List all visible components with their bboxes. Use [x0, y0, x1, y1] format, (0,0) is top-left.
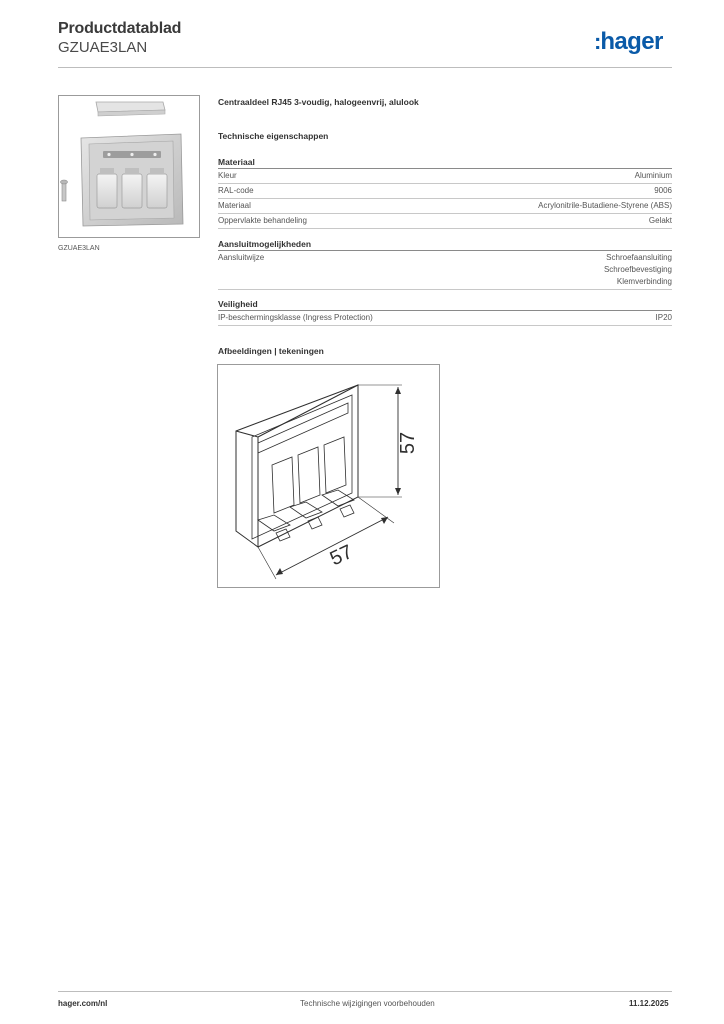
product-photo [59, 96, 199, 237]
product-description: Centraaldeel RJ45 3-voudig, halogeenvrij, alulook [218, 97, 419, 107]
row-value-list [604, 252, 672, 288]
row-label: IP-beschermingsklasse (Ingress Protection) [218, 313, 373, 322]
row-label: Materiaal [218, 201, 251, 210]
section-title: Materiaal [218, 156, 672, 169]
width-dimension-label: 57 [326, 540, 357, 571]
logo-text: hager [600, 28, 663, 55]
row-label: Kleur [218, 171, 237, 180]
header-divider [58, 67, 672, 68]
drawings-heading: Afbeeldingen | tekeningen [218, 346, 324, 356]
row-label: Oppervlakte behandeling [218, 216, 307, 225]
row-value: Klemverbinding [616, 277, 672, 286]
height-dimension-label: 57 [397, 431, 419, 455]
row-value: Schroefaansluiting [606, 253, 672, 262]
section-veiligheid [218, 298, 672, 326]
table-row [218, 199, 672, 214]
row-value: Gelakt [648, 216, 672, 225]
logo-mark: : [594, 29, 601, 54]
row-value: IP20 [655, 313, 672, 322]
table-row [218, 184, 672, 199]
table-row [218, 214, 672, 229]
section-title: Aansluitmogelijkheden [218, 238, 672, 251]
table-row [218, 169, 672, 184]
footer-disclaimer: Technische wijzigingen voorbehouden [300, 999, 435, 1008]
row-value: Aluminium [634, 171, 672, 180]
section-aansluitmogelijkheden [218, 238, 672, 290]
row-value: Acrylonitrile-Butadiene-Styrene (ABS) [538, 201, 672, 210]
table-row [218, 311, 672, 326]
section-materiaal [218, 156, 672, 229]
technical-properties-heading: Technische eigenschappen [218, 131, 329, 141]
row-value: Schroefbevestiging [603, 265, 672, 274]
footer-date: 11.12.2025 [629, 999, 669, 1008]
hager-logo [594, 30, 663, 54]
product-image-frame [58, 95, 200, 238]
row-label: RAL-code [218, 186, 254, 195]
footer-website-link[interactable]: hager.com/nl [58, 999, 108, 1008]
technical-drawing-frame [217, 364, 440, 588]
row-label: Aansluitwijze [218, 253, 265, 262]
section-title: Veiligheid [218, 298, 672, 311]
product-code-heading: GZUAE3LAN [58, 39, 148, 56]
product-image-caption: GZUAE3LAN [58, 245, 100, 252]
footer-divider [58, 991, 672, 992]
technical-drawing [218, 365, 439, 587]
document-title: Productdatablad [58, 20, 182, 37]
row-value: 9006 [654, 186, 672, 195]
table-row [218, 251, 672, 290]
